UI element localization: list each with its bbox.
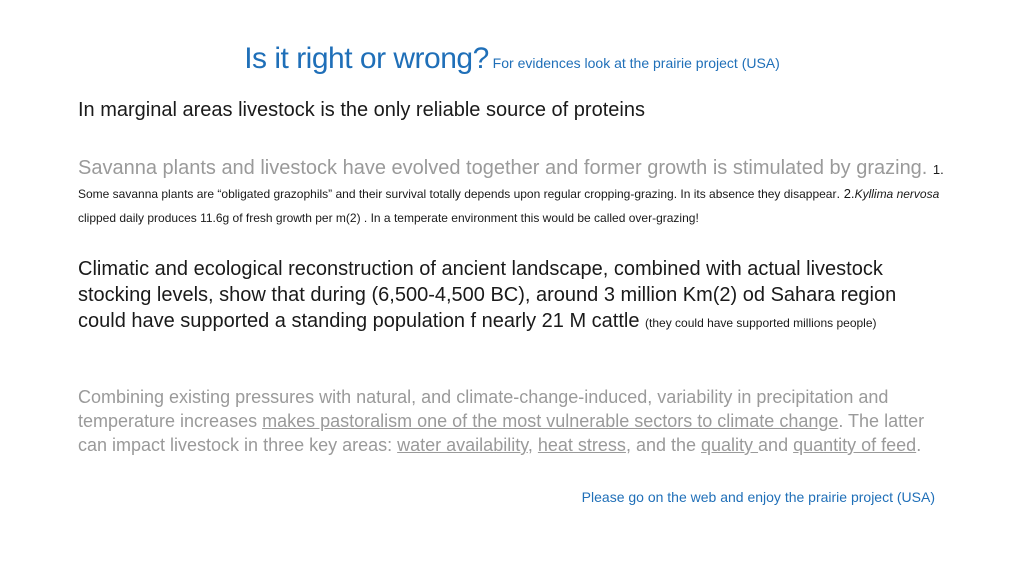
link-quantity-of-feed[interactable]: quantity of feed — [793, 435, 917, 455]
sahara-aside: (they could have supported millions people) — [645, 316, 877, 330]
paragraph-savanna — [78, 156, 948, 230]
climate-text-a: Combining existing pressures with natural, and climate-change-induced, variability in precipitation and temperature increases — [78, 387, 889, 431]
title-main: Is it right or wrong? — [244, 42, 489, 75]
point-2-text: clipped daily produces 11.6g of fresh growth per m(2) . In a temperate environment this would be called over-grazing! — [78, 211, 699, 225]
point-2-number: 2. — [840, 186, 855, 201]
species-name: Kyllima nervosa — [854, 187, 940, 201]
paragraph-proteins: In marginal areas livestock is the only reliable source of proteins — [78, 99, 645, 121]
link-heat-stress[interactable]: heat stress — [537, 435, 626, 455]
slide-title — [0, 42, 1024, 76]
savanna-lead: Savanna plants and livestock have evolved together and former growth is stimulated by grazing. — [78, 157, 933, 179]
title-subtitle: For evidences look at the prairie project (USA) — [488, 55, 780, 71]
sahara-main: Climatic and ecological reconstruction of ancient landscape, combined with actual livestock stocking levels, show that during (6,500-4,500 BC), around 3 million Km(2) od Sahara region could have supported a standing population f nearly 21 M cattle — [78, 258, 897, 332]
climate-text-d: , and the — [625, 435, 701, 455]
paragraph-climate — [78, 385, 948, 457]
climate-text-c: , — [527, 435, 538, 455]
link-water-availability[interactable]: water availability — [397, 435, 528, 455]
climate-text-f: . — [916, 435, 922, 455]
climate-text-e: and — [758, 435, 794, 455]
point-1-number: 1. — [932, 162, 944, 177]
point-1-period: . — [836, 186, 841, 201]
link-quality[interactable]: quality — [701, 435, 759, 455]
climate-text-b: . The latter can impact livestock in three key areas: — [78, 411, 925, 455]
link-vulnerable-sectors[interactable]: makes pastoralism one of the most vulnerable sectors to climate change — [262, 411, 839, 431]
point-1-text: Some savanna plants are “obligated grazophils” and their survival totally depends upon regular cropping-grazing. In its absence they disappear — [78, 187, 837, 201]
paragraph-sahara — [78, 257, 948, 336]
closing-note: Please go on the web and enjoy the prairie project (USA) — [581, 489, 935, 505]
